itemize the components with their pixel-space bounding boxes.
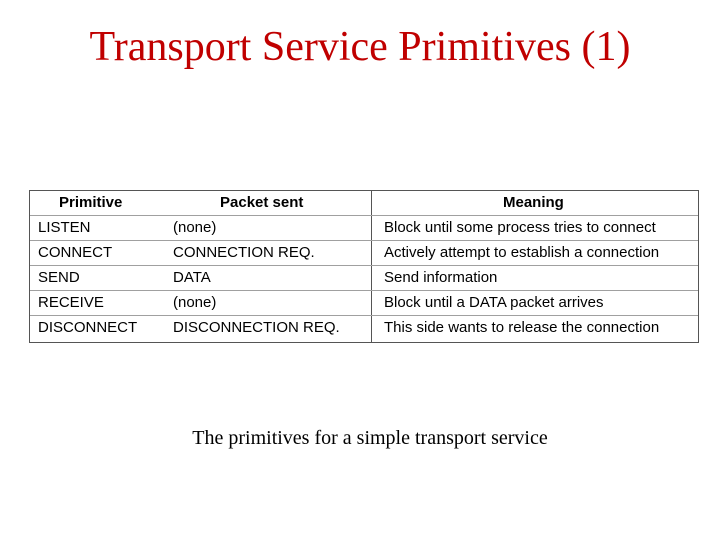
primitive-cell: SEND [38,269,80,286]
primitive-cell: RECEIVE [38,294,104,311]
table-row [30,241,698,266]
meaning-cell: Send information [384,269,498,286]
primitive-cell: DISCONNECT [38,319,138,336]
table-row [30,216,698,241]
packet-sent-cell: DATA [173,269,211,286]
header-primitive: Primitive [59,194,123,211]
meaning-cell: Block until a DATA packet arrives [384,294,604,311]
header-meaning: Meaning [503,194,564,211]
primitives-table [29,190,699,343]
packet-sent-cell: (none) [173,219,217,236]
slide-title: Transport Service Primitives (1) [89,24,631,70]
packet-sent-cell: (none) [173,294,217,311]
primitive-cell: CONNECT [38,244,113,261]
table-row [30,316,698,341]
packet-sent-cell: DISCONNECTION REQ. [173,319,340,336]
meaning-cell: Actively attempt to establish a connection [384,244,660,261]
packet-sent-cell: CONNECTION REQ. [173,244,315,261]
figure-caption: The primitives for a simple transport service [192,427,548,449]
table-row [30,266,698,291]
meaning-cell: This side wants to release the connection [384,319,660,336]
meaning-cell: Block until some process tries to connect [384,219,656,236]
table-row [30,291,698,316]
table-header-row [30,191,698,216]
header-packet-sent: Packet sent [220,194,304,211]
primitive-cell: LISTEN [38,219,91,236]
